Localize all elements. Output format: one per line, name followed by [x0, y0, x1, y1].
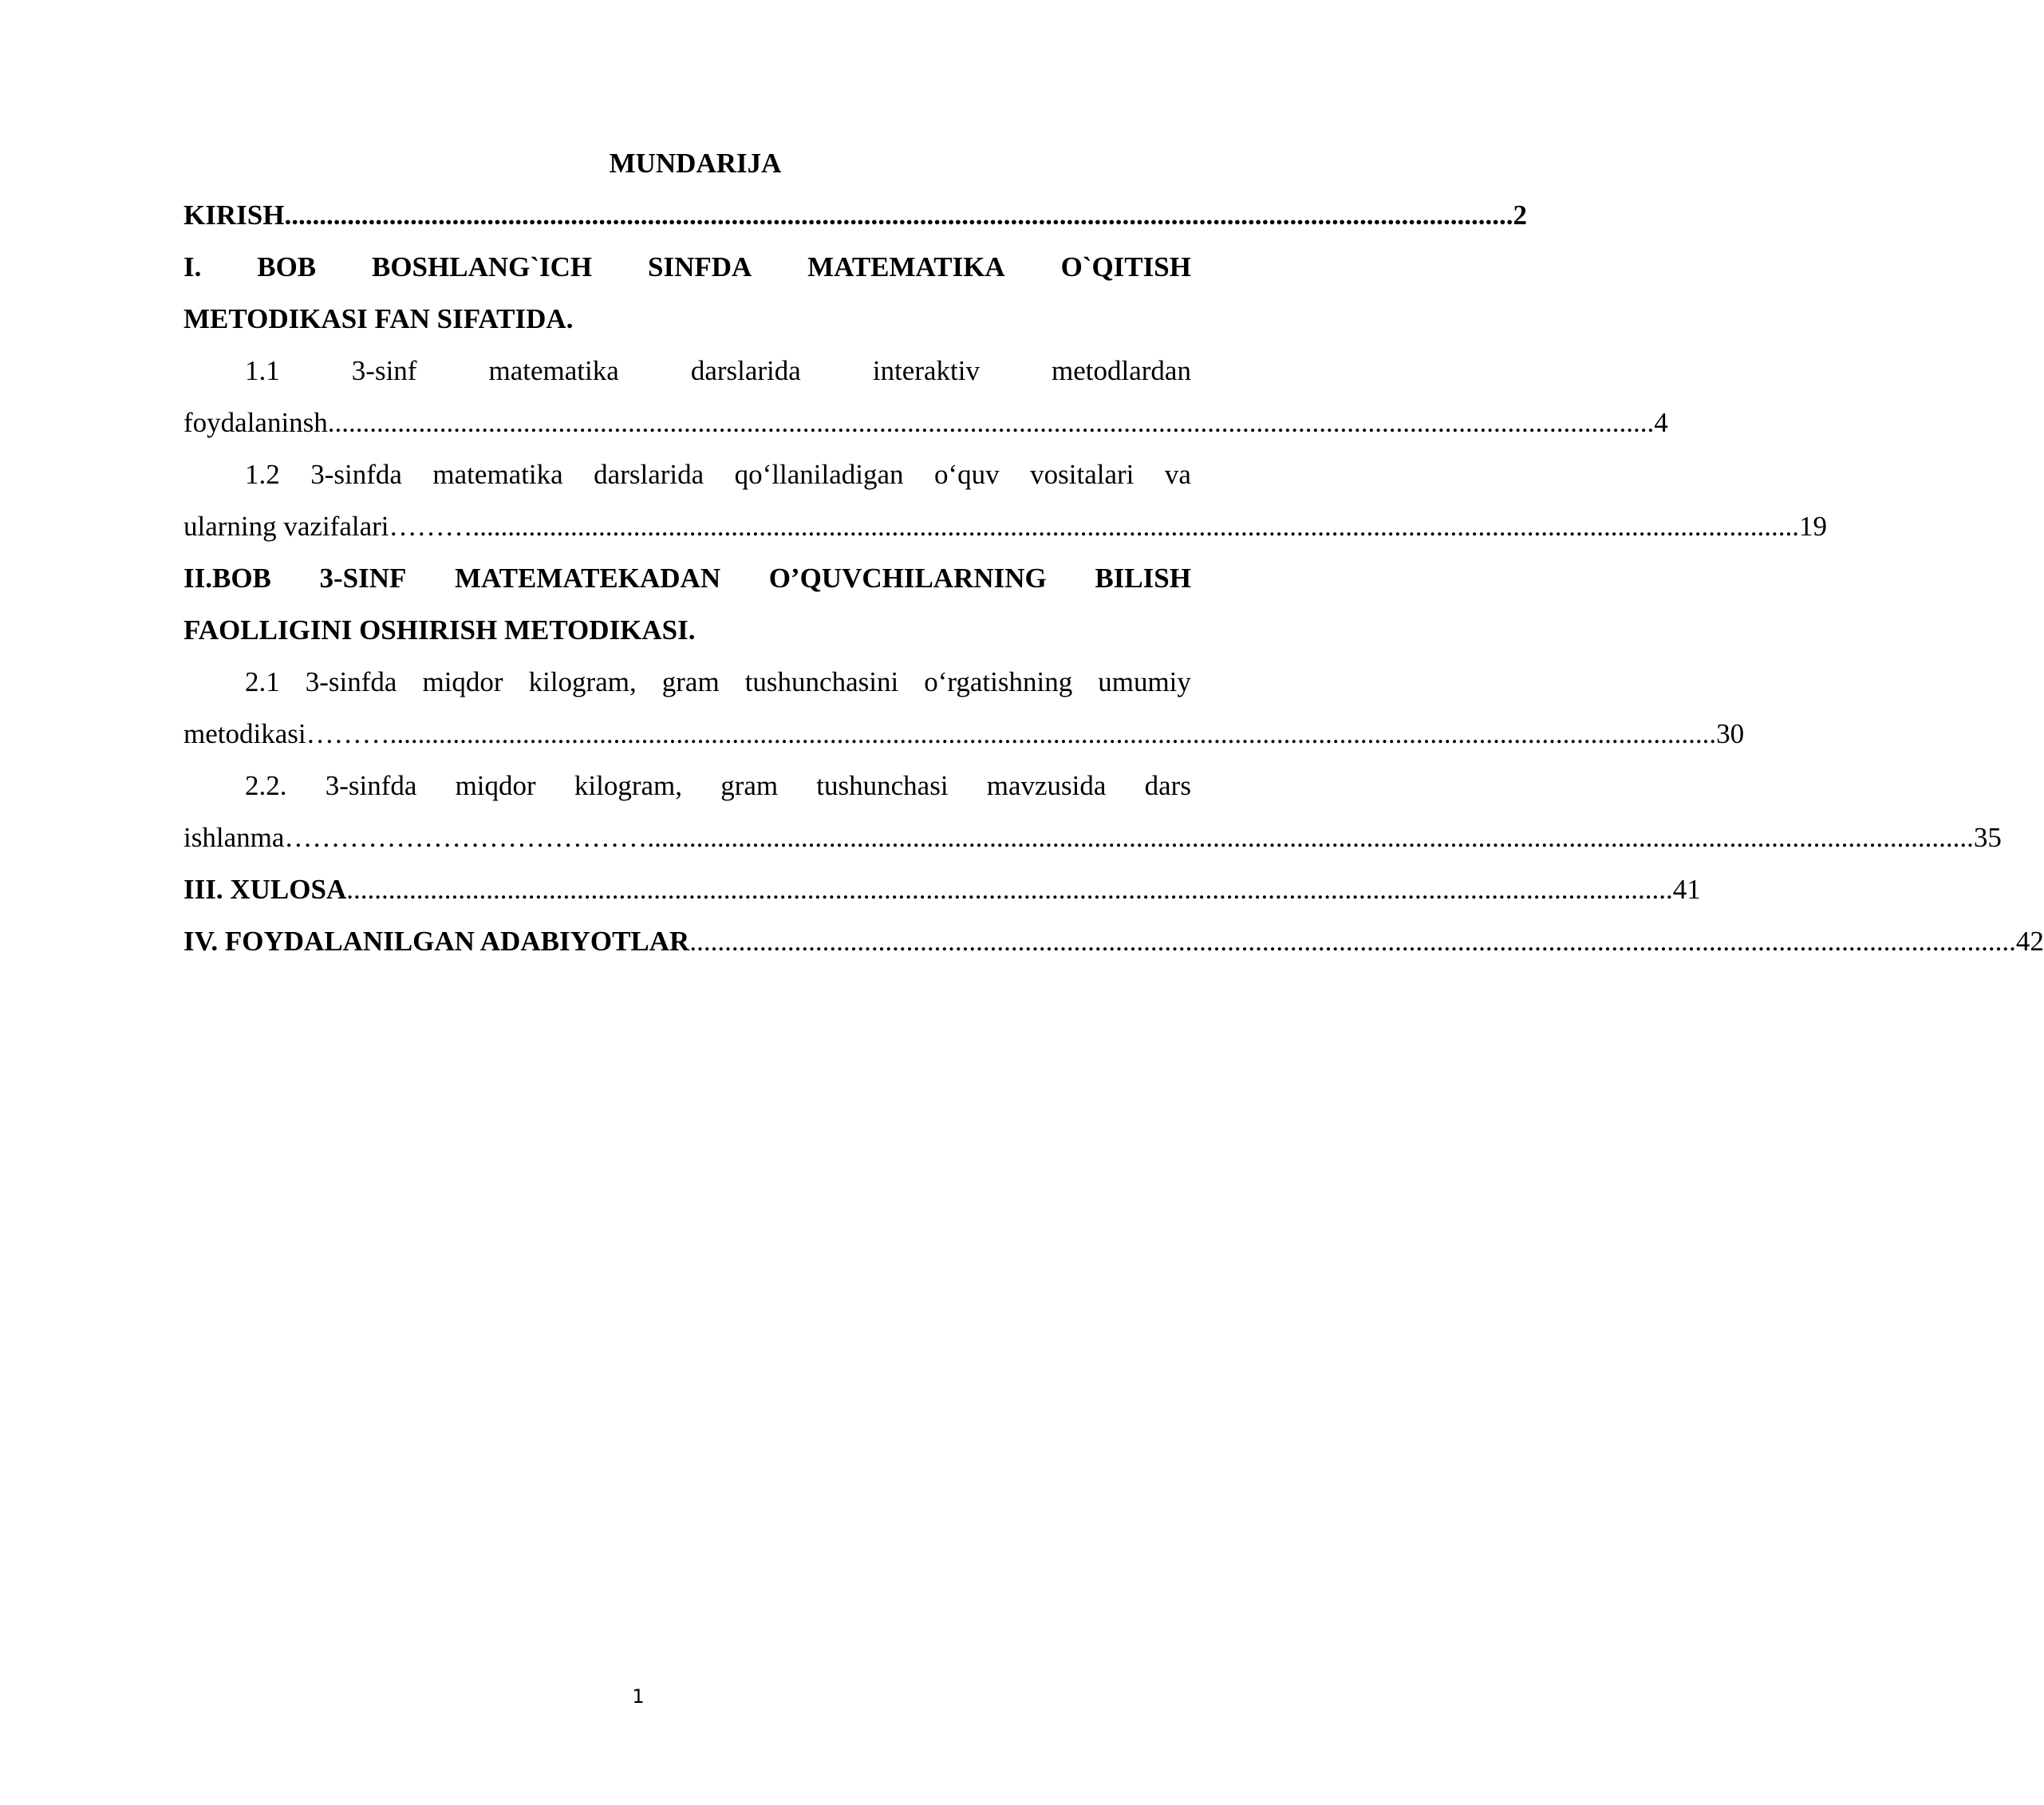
toc-entry-xulosa [183, 863, 1701, 915]
toc-word: II.BOB [183, 563, 271, 594]
toc-word: umumiy [1098, 666, 1191, 697]
toc-word: interaktiv [872, 355, 980, 386]
dot-leader: .............................................................................................................................................................................................. [472, 511, 1800, 542]
toc-page-number: 30 [1716, 718, 1745, 749]
toc-word: miqdor [455, 770, 536, 801]
toc-section-1-1-line2 [183, 397, 1668, 448]
toc-word: 2.2. [245, 770, 287, 801]
toc-entry-label: ularning vazifalari……… [183, 511, 473, 542]
toc-word: 3-sinfda [325, 770, 417, 801]
toc-word: o‘quv [934, 459, 1000, 490]
page-number: 1 [632, 1685, 645, 1708]
toc-word: 3-sinfda [310, 459, 402, 490]
toc-word: matematika [432, 459, 563, 490]
toc-word: 3-SINF [319, 563, 407, 594]
toc-word: SINFDA [647, 251, 752, 282]
toc-page-number: 35 [1973, 822, 2002, 853]
toc-word: tushunchasi [816, 770, 949, 801]
toc-chapter-1-line1 [183, 241, 1191, 293]
toc-word: 3-sinfda [305, 666, 397, 697]
toc-word: MATEMATIKA [807, 251, 1005, 282]
toc-section-1-1-line1 [183, 345, 1191, 397]
toc-word: dars [1144, 770, 1191, 801]
toc-entry-label: metodikasi……… [183, 718, 390, 749]
toc-word: I. [183, 251, 202, 282]
toc-word: tushunchasini [744, 666, 899, 697]
toc-word: gram [661, 666, 720, 697]
toc-section-1-2-line2 [183, 500, 1828, 552]
toc-page-number: 19 [1799, 511, 1828, 542]
toc-word: gram [720, 770, 779, 801]
toc-word: qo‘llaniladigan [734, 459, 904, 490]
toc-chapter-2-line2: FAOLLIGINI OSHIRISH METODIKASI. [183, 614, 696, 646]
toc-word: metodlardan [1052, 355, 1191, 386]
dot-leader: .............................................................................................................................................................................................. [346, 874, 1673, 905]
toc-page-number: 4 [1654, 407, 1668, 438]
toc-word: O`QITISH [1060, 251, 1191, 282]
toc-word: mavzusida [986, 770, 1107, 801]
toc-page-number: 42 [2015, 926, 2044, 957]
toc-word: va [1164, 459, 1191, 490]
toc-entry-label: KIRISH [183, 199, 285, 231]
dot-leader: ................................................................................................................................................................................ [284, 199, 1513, 231]
toc-word: O’QUVCHILARNING [768, 563, 1047, 594]
table-of-contents [183, 137, 2044, 967]
toc-entry-label: foydalaninsh [183, 407, 328, 438]
toc-word: kilogram, [528, 666, 637, 697]
toc-chapter-2-line1 [183, 552, 1191, 604]
toc-word: BOSHLANG`ICH [371, 251, 593, 282]
toc-word: miqdor [422, 666, 503, 697]
toc-entry-label: III. XULOSA [183, 874, 347, 905]
toc-word: vositalari [1030, 459, 1134, 490]
toc-word: o‘rgatishning [924, 666, 1073, 697]
toc-word: BILISH [1095, 563, 1191, 594]
toc-chapter-1-line2: METODIKASI FAN SIFATIDA. [183, 303, 574, 334]
toc-word: 3-sinf [351, 355, 417, 386]
toc-word: BOB [257, 251, 317, 282]
toc-section-1-2-line1 [183, 448, 1191, 500]
toc-section-2-1-line2 [183, 708, 1745, 760]
toc-word: 1.2 [245, 459, 280, 490]
toc-entry-label: ishlanma………………………………… [183, 822, 648, 853]
dot-leader: .............................................................................................................................................................................................. [689, 926, 2016, 957]
toc-word: MATEMATEKADAN [454, 563, 721, 594]
toc-word: matematika [488, 355, 619, 386]
dot-leader: .............................................................................................................................................................................................. [327, 407, 1655, 438]
dot-leader: .............................................................................................................................................................................................. [647, 822, 1974, 853]
toc-heading: MUNDARIJA [609, 148, 782, 179]
toc-word: darslarida [594, 459, 704, 490]
toc-page-number: 2 [1513, 199, 1527, 231]
dot-leader: .............................................................................................................................................................................................. [389, 718, 1717, 749]
toc-word: darslarida [690, 355, 801, 386]
toc-word: kilogram, [574, 770, 682, 801]
toc-page-number: 41 [1672, 874, 1701, 905]
toc-entry-adabiyotlar [183, 915, 2044, 967]
toc-word: 1.1 [245, 355, 280, 386]
toc-word: 2.1 [245, 666, 280, 697]
toc-section-2-1-line1 [183, 656, 1191, 708]
toc-section-2-2-line2 [183, 812, 2002, 863]
toc-entry-kirish [183, 189, 1527, 241]
toc-section-2-2-line1 [183, 760, 1191, 812]
toc-entry-label: IV. FOYDALANILGAN ADABIYOTLAR [183, 926, 690, 957]
